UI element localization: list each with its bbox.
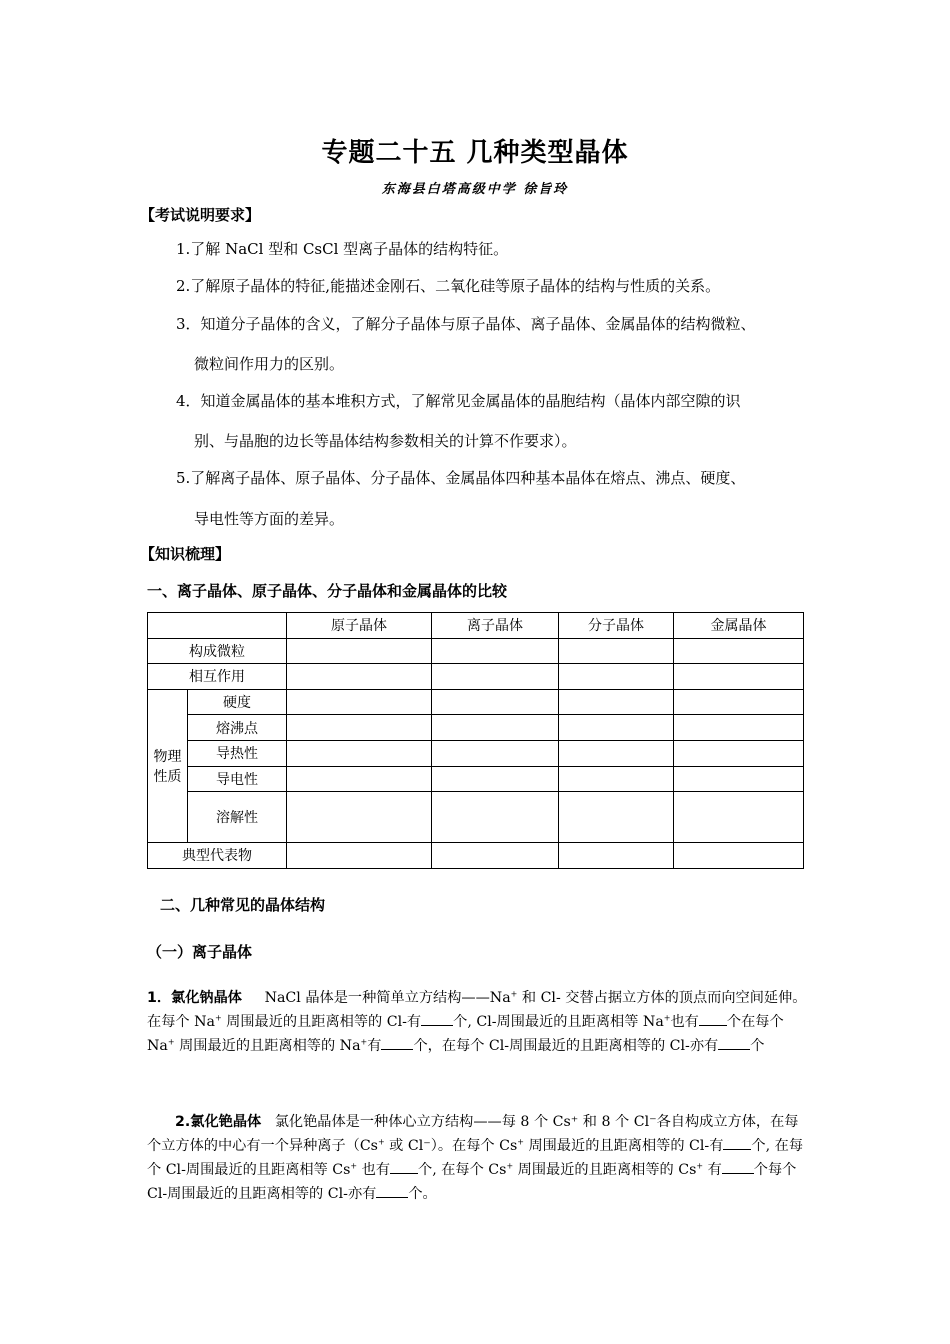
table-cell (559, 792, 674, 843)
answer-blank[interactable] (421, 1011, 453, 1026)
table-cell (674, 638, 804, 664)
row-label: 硬度 (188, 689, 287, 715)
answer-blank[interactable] (390, 1159, 418, 1174)
table-cell (559, 766, 674, 792)
table-cell (674, 664, 804, 690)
row-label: 熔沸点 (188, 715, 287, 741)
nacl-text: 有 (367, 1038, 382, 1054)
section1-heading: 一、离子晶体、原子晶体、分子晶体和金属晶体的比较 (147, 582, 508, 600)
table-cell (674, 715, 804, 741)
cscl-paragraph (147, 1110, 807, 1206)
table-cell (432, 638, 559, 664)
table-row (148, 766, 804, 792)
table-row (148, 792, 804, 843)
column-header: 金属晶体 (674, 613, 804, 639)
cscl-label: 2.氯化铯晶体 (175, 1114, 262, 1130)
table-cell (432, 715, 559, 741)
group-label-line: 物理 (153, 748, 182, 765)
answer-blank[interactable] (718, 1035, 750, 1050)
table-cell (432, 766, 559, 792)
column-header: 原子晶体 (287, 613, 432, 639)
answer-blank[interactable] (381, 1035, 413, 1050)
table-cell (559, 843, 674, 869)
group-label-line: 性质 (153, 768, 182, 785)
table-cell (287, 664, 432, 690)
exam-requirements-heading: 【考试说明要求】 (140, 206, 261, 224)
table-corner-cell (148, 613, 287, 639)
table-cell (432, 843, 559, 869)
nacl-text: NaCl 晶体是一种简单立方结构——Na (264, 990, 511, 1006)
table-cell (674, 766, 804, 792)
table-cell (674, 740, 804, 766)
table-cell (674, 843, 804, 869)
crystal-comparison-table (147, 612, 804, 869)
nacl-text: 周围最近的且距离相等的 Cl-有 (226, 1014, 422, 1030)
table-cell (432, 792, 559, 843)
ionic-crystal-heading: （一）离子晶体 (147, 943, 253, 961)
superscript-plus: + (214, 1013, 222, 1023)
requirement-2: 2.了解原子晶体的特征,能描述金刚石、二氧化硅等原子晶体的结构与性质的关系。 (176, 277, 721, 295)
superscript-plus: + (360, 1037, 368, 1047)
table-cell (559, 638, 674, 664)
nacl-text: 个，在每个 Cl-周围最近的且距离相等的 Cl-亦有 (413, 1038, 719, 1054)
table-header-row (148, 613, 804, 639)
table-row (148, 715, 804, 741)
superscript-plus: + (510, 989, 518, 999)
table-row (148, 689, 804, 715)
superscript-plus: + (167, 1037, 175, 1047)
cscl-text: 周围最近的且距离相等的 Cs (517, 1162, 697, 1178)
nacl-label: 1．氯化钠晶体 (147, 990, 242, 1006)
table-cell (432, 664, 559, 690)
nacl-text: 个, Cl-周围最近的且距离相等 Na (453, 1014, 664, 1030)
table-row (148, 843, 804, 869)
cscl-text: 有 (707, 1162, 722, 1178)
physical-properties-group-label (148, 689, 188, 842)
table-cell (287, 689, 432, 715)
nacl-text: 个 (750, 1038, 765, 1054)
requirement-3: 3．知道分子晶体的含义，了解分子晶体与原子晶体、离子晶体、金属晶体的结构微粒、 (176, 315, 756, 333)
nacl-text: 和 Cl- 交替占据立方体的顶点而向空间延伸。在每个 Na (147, 990, 807, 1030)
table-cell (287, 638, 432, 664)
superscript-plus: + (377, 1137, 385, 1147)
requirement-5: 5.了解离子晶体、原子晶体、分子晶体、金属晶体四种基本晶体在熔点、沸点、硬度、 (176, 469, 746, 487)
table-cell (287, 715, 432, 741)
nacl-text: 个在每个 Na (147, 1014, 784, 1054)
table-cell (559, 740, 674, 766)
row-label: 典型代表物 (148, 843, 287, 869)
requirement-1: 1.了解 NaCl 型和 CsCl 型离子晶体的结构特征。 (176, 240, 509, 258)
superscript-plus: + (506, 1161, 514, 1171)
table-cell (674, 689, 804, 715)
row-label: 构成微粒 (148, 638, 287, 664)
cscl-text: 氯化铯晶体是一种体心立方结构——每 8 个 Cs⁺ 和 8 个 Cl⁻各自构成立方体，在每个立方体的中心有一个异种离子（Cs (147, 1114, 799, 1154)
answer-blank[interactable] (723, 1135, 751, 1150)
table-cell (432, 689, 559, 715)
cscl-text: 个, 在每个 Cl-周围最近的且距离相等 Cs (147, 1138, 804, 1178)
knowledge-heading: 【知识梳理】 (140, 545, 231, 563)
superscript-plus: + (696, 1161, 704, 1171)
row-label: 相互作用 (148, 664, 287, 690)
requirement-4: 4．知道金属晶体的基本堆积方式，了解常见金属晶体的晶胞结构（晶体内部空隙的识 (176, 392, 741, 410)
table-cell (287, 792, 432, 843)
table-cell (432, 740, 559, 766)
table-row (148, 638, 804, 664)
requirement-4-cont: 别、与晶胞的边长等晶体结构参数相关的计算不作要求）。 (194, 432, 577, 450)
requirement-3-cont: 微粒间作用力的区别。 (194, 355, 345, 373)
table-row (148, 740, 804, 766)
cscl-text: 周围最近的且距离相等的 Cl-有 (528, 1138, 724, 1154)
cscl-text: 或 Cl⁻）。在每个 Cs (389, 1138, 518, 1154)
table-cell (559, 715, 674, 741)
nacl-text: 周围最近的且距离相等的 Na (179, 1038, 361, 1054)
cscl-text: 个。 (408, 1186, 437, 1202)
superscript-plus: + (517, 1137, 524, 1147)
author-line: 东海县白塔高级中学 徐旨玲 (381, 182, 569, 197)
section2-heading: 二、几种常见的晶体结构 (160, 896, 326, 914)
superscript-plus: + (663, 1013, 671, 1023)
column-header: 分子晶体 (559, 613, 674, 639)
cscl-text: 个, 在每个 Cs (418, 1162, 507, 1178)
nacl-text: 也有 (670, 1014, 699, 1030)
cscl-text: 也有 (361, 1162, 391, 1178)
answer-blank[interactable] (376, 1183, 408, 1198)
table-cell (674, 792, 804, 843)
superscript-plus: + (350, 1161, 358, 1171)
row-label: 溶解性 (188, 792, 287, 843)
table-row (148, 664, 804, 690)
table-cell (287, 740, 432, 766)
table-cell (559, 689, 674, 715)
table-cell (287, 766, 432, 792)
row-label: 导电性 (188, 766, 287, 792)
nacl-paragraph (147, 986, 807, 1058)
answer-blank[interactable] (699, 1011, 727, 1026)
table-cell (559, 664, 674, 690)
table-cell (287, 843, 432, 869)
answer-blank[interactable] (722, 1159, 754, 1174)
row-label: 导热性 (188, 740, 287, 766)
column-header: 离子晶体 (432, 613, 559, 639)
page-title: 专题二十五 几种类型晶体 (321, 138, 629, 168)
cscl-text: 个每个 Cl-周围最近的且距离相等的 Cl-亦有 (147, 1162, 797, 1202)
requirement-5-cont: 导电性等方面的差异。 (194, 510, 345, 528)
